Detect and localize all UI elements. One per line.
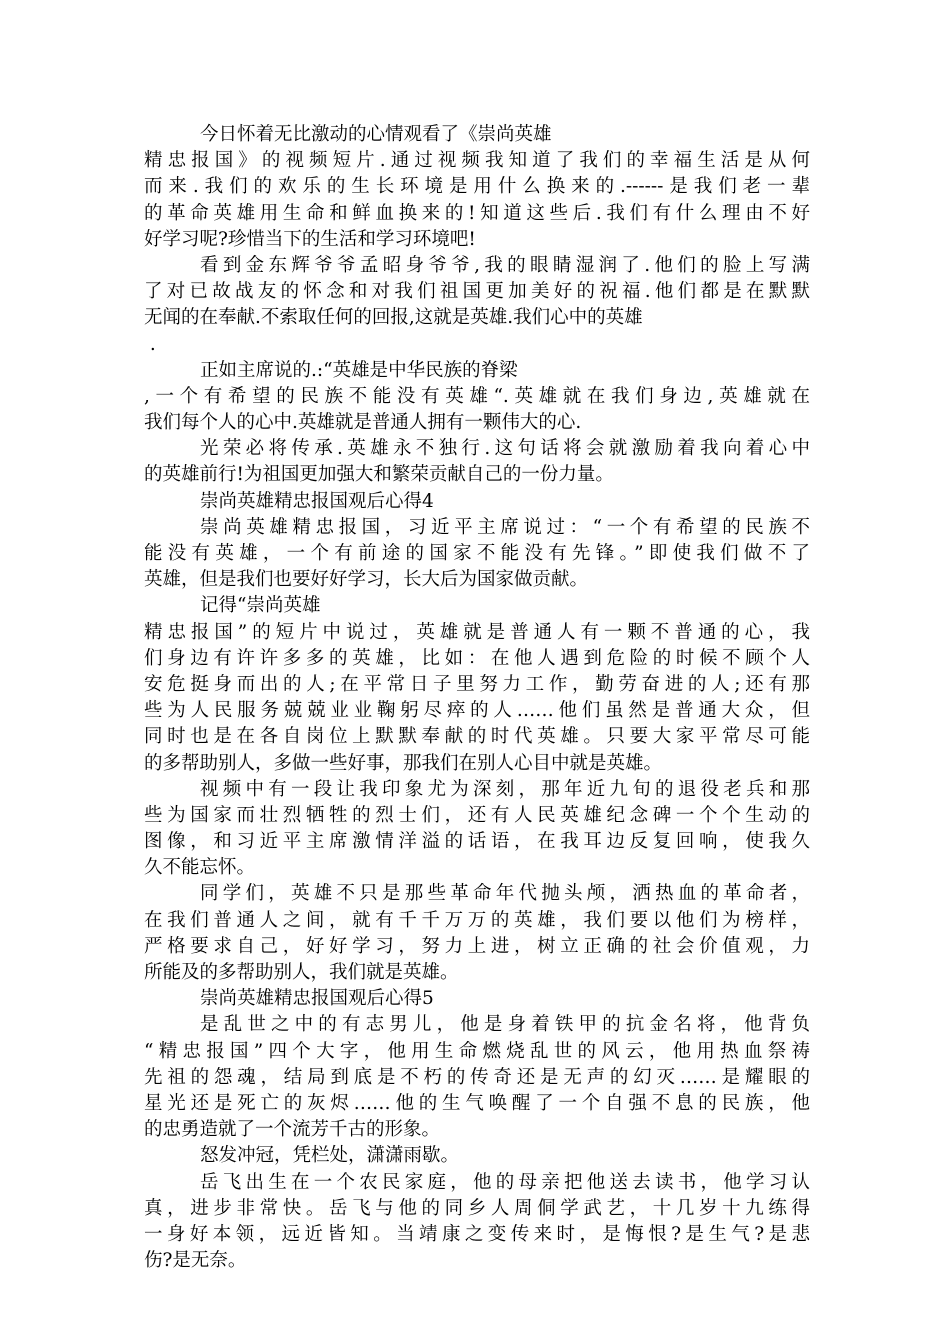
- text-line: 怒发冲冠，凭栏处，潇潇雨歇。: [200, 1145, 460, 1167]
- text-line: 崇尚英雄精忠报国观后心得5: [200, 988, 434, 1010]
- text-line: 看到金东辉爷爷孟昭身爷爷,我的眼睛湿润了.他们的脸上写满: [200, 254, 810, 276]
- text-line: 视频中有一段让我印象尤为深刻，那年近九旬的退役老兵和那: [200, 778, 810, 800]
- text-line: 今日怀着无比激动的心情观看了《崇尚英雄: [200, 124, 552, 145]
- text-line: 同学们，英雄不只是那些革命年代抛头颅，洒热血的革命者，: [200, 883, 810, 905]
- text-line: 图像，和习近平主席激情洋溢的话语，在我耳边反复回响，使我久: [144, 831, 810, 853]
- text-line: 是乱世之中的有志男儿，他是身着铁甲的抗金名将，他背负: [200, 1014, 810, 1036]
- text-line: 光荣必将传承.英雄永不独行.这句话将会就激励着我向着心中: [200, 438, 810, 460]
- text-line: 无闻的在奉献.不索取任何的回报,这就是英雄.我们心中的英雄: [144, 307, 643, 329]
- text-line: 伤?是无奈。: [144, 1250, 247, 1272]
- text-line: 所能及的多帮助别人，我们就是英雄。: [144, 962, 459, 983]
- text-line: 了对已故战友的怀念和对我们祖国更加美好的祝福.他们都是在默默: [144, 281, 810, 303]
- text-line: 的革命英雄用生命和鲜血换来的!知道这些后.我们有什么理由不好: [144, 202, 810, 224]
- text-line: 的忠勇造就了一个流芳千古的形象。: [144, 1119, 441, 1141]
- text-line: .: [144, 333, 156, 355]
- text-line: 在我们普通人之间，就有千千万万的英雄，我们要以他们为榜样，: [144, 909, 810, 931]
- text-line: 些为人民服务兢兢业业鞠躬尽瘁的人……他们虽然是普通大众，但: [144, 700, 810, 722]
- text-line: 岳飞出生在一个农民家庭，他的母亲把他送去读书，他学习认: [200, 1171, 810, 1193]
- text-line: 的多帮助别人，多做一些好事，那我们在别人心目中就是英雄。: [144, 752, 663, 774]
- text-line: 们身边有许许多多的英雄，比如：在他人遇到危险的时候不顾个人: [144, 647, 810, 669]
- text-line: 正如主席说的.:“英雄是中华民族的脊梁: [200, 359, 518, 381]
- text-line: 我们每个人的心中.英雄就是普通人拥有一颗伟大的心.: [144, 412, 582, 434]
- document-body: [144, 122, 810, 1274]
- text-line: 精忠报国》的视频短片.通过视频我知道了我们的幸福生活是从何: [144, 150, 810, 172]
- text-line: 星光还是死亡的灰烬……他的生气唤醒了一个自强不息的民族，他: [144, 1092, 810, 1114]
- text-line: 而来.我们的欢乐的生长环境是用什么换来的.------是我们老一辈: [144, 176, 810, 198]
- text-line: 一身好本领，远近皆知。当靖康之变传来时，是悔恨?是生气?是悲: [144, 1223, 810, 1245]
- text-line: 的英雄前行!为祖国更加强大和繁荣贡献自己的一份力量。: [144, 464, 614, 486]
- text-line: 能没有英雄，一个有前途的国家不能没有先锋。”即使我们做不了: [144, 543, 810, 564]
- text-line: 真，进步非常快。岳飞与他的同乡人周侗学武艺，十几岁十九练得: [144, 1197, 810, 1219]
- text-line: 先祖的怨魂，结局到底是不朽的传奇还是无声的幻灭……是耀眼的: [144, 1066, 810, 1088]
- text-line: “精忠报国”四个大字，他用生命燃烧乱世的风云，他用热血祭祷: [144, 1040, 810, 1062]
- text-line: 安危挺身而出的人;在平常日子里努力工作，勤劳奋进的人;还有那: [144, 673, 810, 695]
- text-line: 崇尚英雄精忠报国观后心得4: [200, 490, 434, 512]
- text-line: 精忠报国”的短片中说过，英雄就是普通人有一颗不普通的心，我: [144, 621, 810, 643]
- text-line: 崇尚英雄精忠报国，习近平主席说过：“一个有希望的民族不: [200, 516, 810, 538]
- text-line: 好学习呢?珍惜当下的生活和学习环境吧!: [144, 228, 476, 250]
- text-line: 同时也是在各自岗位上默默奉献的时代英雄。只要大家平常尽可能: [144, 726, 810, 748]
- text-line: ,一个有希望的民族不能没有英雄“.英雄就在我们身边,英雄就在: [144, 385, 810, 407]
- text-line: 记得“崇尚英雄: [200, 595, 321, 617]
- text-line: 严格要求自己，好好学习，努力上进，树立正确的社会价值观，力: [144, 935, 810, 957]
- text-line: 些为国家而壮烈牺牲的烈士们，还有人民英雄纪念碑一个个生动的: [144, 804, 810, 826]
- text-line: 久不能忘怀。: [144, 857, 256, 879]
- text-line: 英雄，但是我们也要好好学习，长大后为国家做贡献。: [144, 569, 589, 591]
